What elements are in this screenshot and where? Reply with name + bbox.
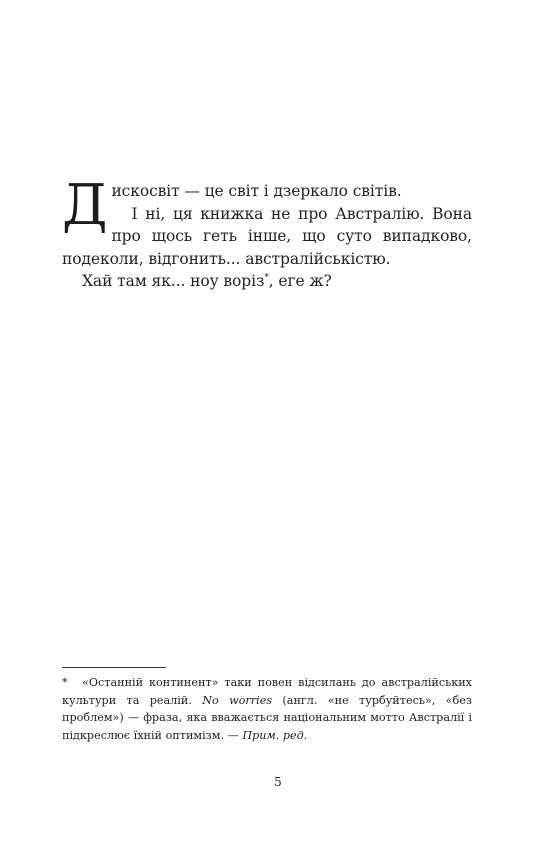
footnote-italic-phrase: No worries	[202, 693, 273, 707]
paragraph-3	[62, 270, 472, 293]
paragraph-3-tail: , еге ж?	[268, 272, 332, 290]
paragraph-2: І ні, ця книжка не про Австралію. Вона про щось геть інше, що суто випадково, подеколи, відгонить... австралійськістю.	[62, 204, 472, 268]
footnote-1	[62, 674, 472, 744]
page-number: 5	[274, 775, 282, 789]
main-text	[62, 173, 472, 293]
paragraph-3-text: Хай там як... ноу воріз	[82, 272, 265, 290]
footnote-text-middle: (англ. «не турбуйтесь», «без проблем») — фраза, яка вважається національним мотто Австралії і підкреслює їхній оптимізм. —	[62, 693, 472, 742]
footnote-divider	[62, 667, 166, 668]
footnote-reference[interactable]: *	[264, 272, 269, 283]
drop-cap: Д	[62, 173, 108, 238]
paragraph-1-text: искосвіт — це світ і дзеркало світів.	[111, 182, 402, 200]
footnotes	[62, 674, 472, 744]
editor-note: Прим. ред.	[242, 728, 308, 742]
footnote-marker: *	[62, 676, 68, 689]
footnote-text-start: «Останній континент» таки повен відсилань до австралійських культури та реалій.	[62, 676, 472, 707]
